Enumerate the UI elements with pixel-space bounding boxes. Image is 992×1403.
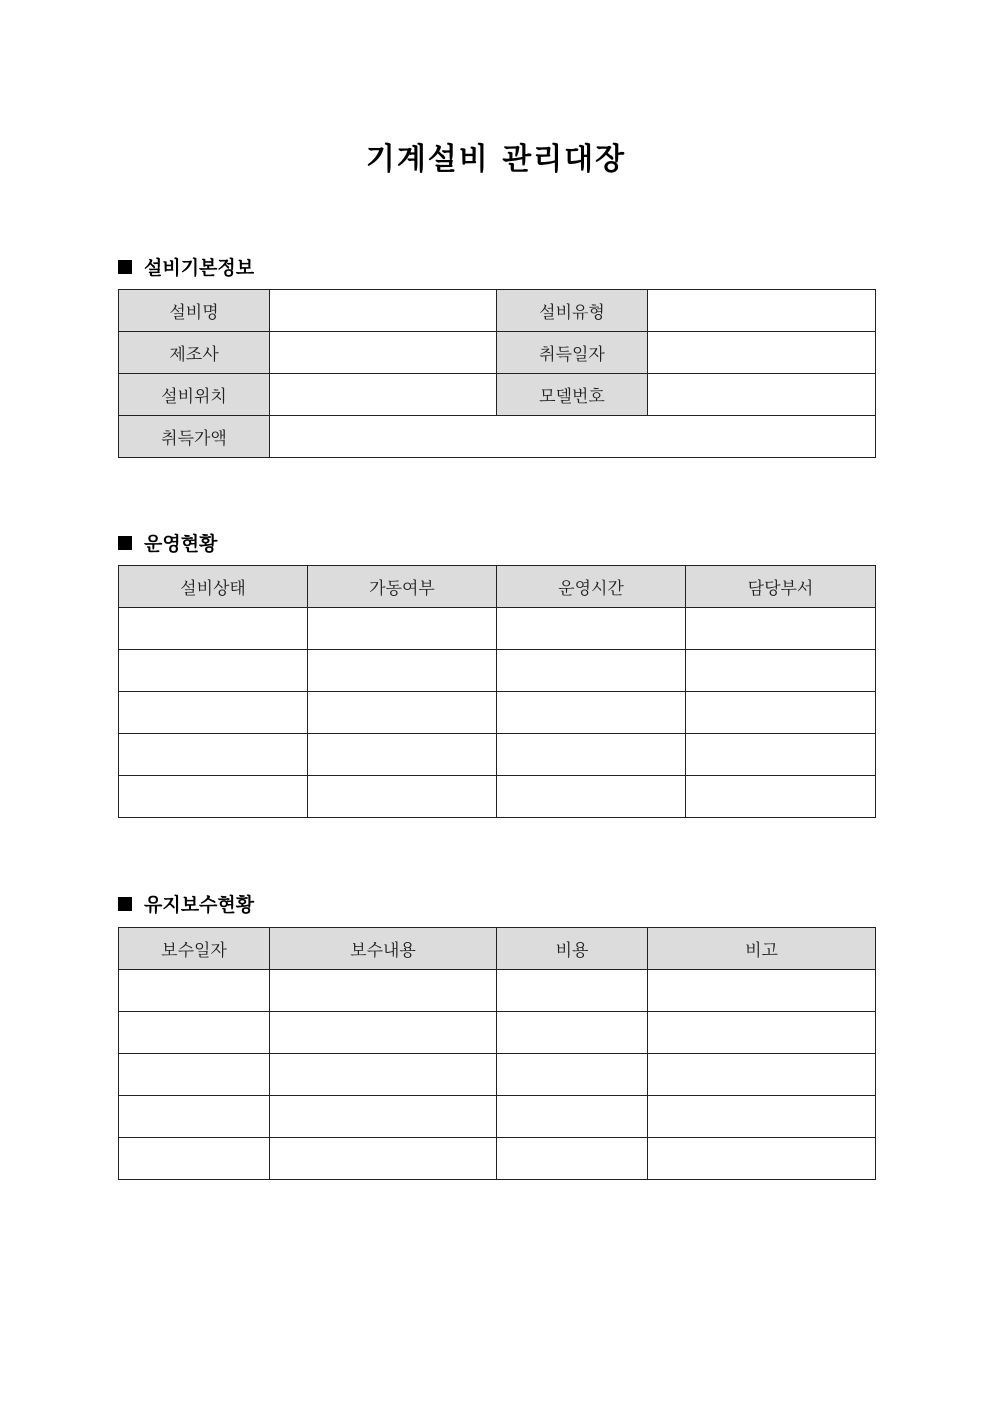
table-cell[interactable] bbox=[686, 650, 876, 692]
square-bullet-icon bbox=[118, 536, 132, 550]
table-cell[interactable] bbox=[497, 1012, 648, 1054]
table-cell[interactable] bbox=[119, 650, 308, 692]
table-row bbox=[119, 332, 876, 374]
table-cell[interactable] bbox=[270, 1138, 497, 1180]
column-header: 담당부서 bbox=[686, 566, 876, 608]
table-cell[interactable] bbox=[308, 776, 497, 818]
value-cell[interactable] bbox=[648, 290, 876, 332]
table-cell[interactable] bbox=[119, 1096, 270, 1138]
table-cell[interactable] bbox=[686, 692, 876, 734]
table-row bbox=[119, 734, 876, 776]
column-header: 비용 bbox=[497, 928, 648, 970]
table-cell[interactable] bbox=[497, 734, 686, 776]
section-title: 운영현황 bbox=[144, 533, 218, 555]
table-cell[interactable] bbox=[497, 650, 686, 692]
value-cell[interactable] bbox=[648, 374, 876, 416]
page-title: 기계설비 관리대장 bbox=[365, 142, 627, 177]
section-title: 설비기본정보 bbox=[144, 257, 255, 279]
square-bullet-icon bbox=[118, 897, 132, 911]
table-row bbox=[119, 1096, 876, 1138]
table-row bbox=[119, 970, 876, 1012]
basic-info-table bbox=[118, 289, 876, 458]
table-cell[interactable] bbox=[686, 608, 876, 650]
label-cell: 제조사 bbox=[119, 332, 270, 374]
section-title: 유지보수현황 bbox=[144, 894, 255, 916]
table-row bbox=[119, 776, 876, 818]
table-cell[interactable] bbox=[270, 1096, 497, 1138]
section-heading-maintenance bbox=[118, 890, 254, 917]
table-cell[interactable] bbox=[270, 1012, 497, 1054]
table-cell[interactable] bbox=[497, 776, 686, 818]
table-cell[interactable] bbox=[648, 1012, 876, 1054]
label-cell: 설비명 bbox=[119, 290, 270, 332]
table-cell[interactable] bbox=[119, 776, 308, 818]
table-cell[interactable] bbox=[497, 1138, 648, 1180]
table-cell[interactable] bbox=[497, 1054, 648, 1096]
column-header: 보수일자 bbox=[119, 928, 270, 970]
table-cell[interactable] bbox=[497, 692, 686, 734]
table-header-row bbox=[119, 928, 876, 970]
maintenance-table bbox=[118, 927, 876, 1180]
table-cell[interactable] bbox=[686, 734, 876, 776]
table-cell[interactable] bbox=[686, 776, 876, 818]
value-cell[interactable] bbox=[648, 332, 876, 374]
table-cell[interactable] bbox=[648, 1138, 876, 1180]
operation-table bbox=[118, 565, 876, 818]
table-cell[interactable] bbox=[119, 1054, 270, 1096]
table-row bbox=[119, 692, 876, 734]
table-cell[interactable] bbox=[648, 1054, 876, 1096]
table-cell[interactable] bbox=[119, 692, 308, 734]
table-row bbox=[119, 650, 876, 692]
table-cell[interactable] bbox=[119, 970, 270, 1012]
table-row bbox=[119, 1012, 876, 1054]
table-row bbox=[119, 290, 876, 332]
label-cell: 설비위치 bbox=[119, 374, 270, 416]
table-row bbox=[119, 1054, 876, 1096]
table-cell[interactable] bbox=[648, 1096, 876, 1138]
table-cell[interactable] bbox=[308, 650, 497, 692]
table-cell[interactable] bbox=[497, 1096, 648, 1138]
value-cell[interactable] bbox=[270, 374, 497, 416]
table-header-row bbox=[119, 566, 876, 608]
table-cell[interactable] bbox=[308, 734, 497, 776]
label-cell: 취득가액 bbox=[119, 416, 270, 458]
table-cell[interactable] bbox=[119, 734, 308, 776]
column-header: 운영시간 bbox=[497, 566, 686, 608]
table-cell[interactable] bbox=[270, 970, 497, 1012]
square-bullet-icon bbox=[118, 260, 132, 274]
table-row bbox=[119, 416, 876, 458]
table-cell[interactable] bbox=[497, 970, 648, 1012]
section-heading-operation bbox=[118, 529, 217, 556]
table-cell[interactable] bbox=[497, 608, 686, 650]
table-row bbox=[119, 374, 876, 416]
table-cell[interactable] bbox=[308, 608, 497, 650]
table-cell[interactable] bbox=[119, 608, 308, 650]
table-cell[interactable] bbox=[270, 1054, 497, 1096]
column-header: 가동여부 bbox=[308, 566, 497, 608]
value-cell[interactable] bbox=[270, 416, 876, 458]
table-cell[interactable] bbox=[648, 970, 876, 1012]
label-cell: 모델번호 bbox=[497, 374, 648, 416]
value-cell[interactable] bbox=[270, 332, 497, 374]
table-cell[interactable] bbox=[308, 692, 497, 734]
section-heading-basic-info bbox=[118, 253, 254, 280]
value-cell[interactable] bbox=[270, 290, 497, 332]
label-cell: 설비유형 bbox=[497, 290, 648, 332]
table-row bbox=[119, 608, 876, 650]
column-header: 설비상태 bbox=[119, 566, 308, 608]
table-cell[interactable] bbox=[119, 1012, 270, 1054]
column-header: 비고 bbox=[648, 928, 876, 970]
label-cell: 취득일자 bbox=[497, 332, 648, 374]
table-cell[interactable] bbox=[119, 1138, 270, 1180]
column-header: 보수내용 bbox=[270, 928, 497, 970]
table-row bbox=[119, 1138, 876, 1180]
